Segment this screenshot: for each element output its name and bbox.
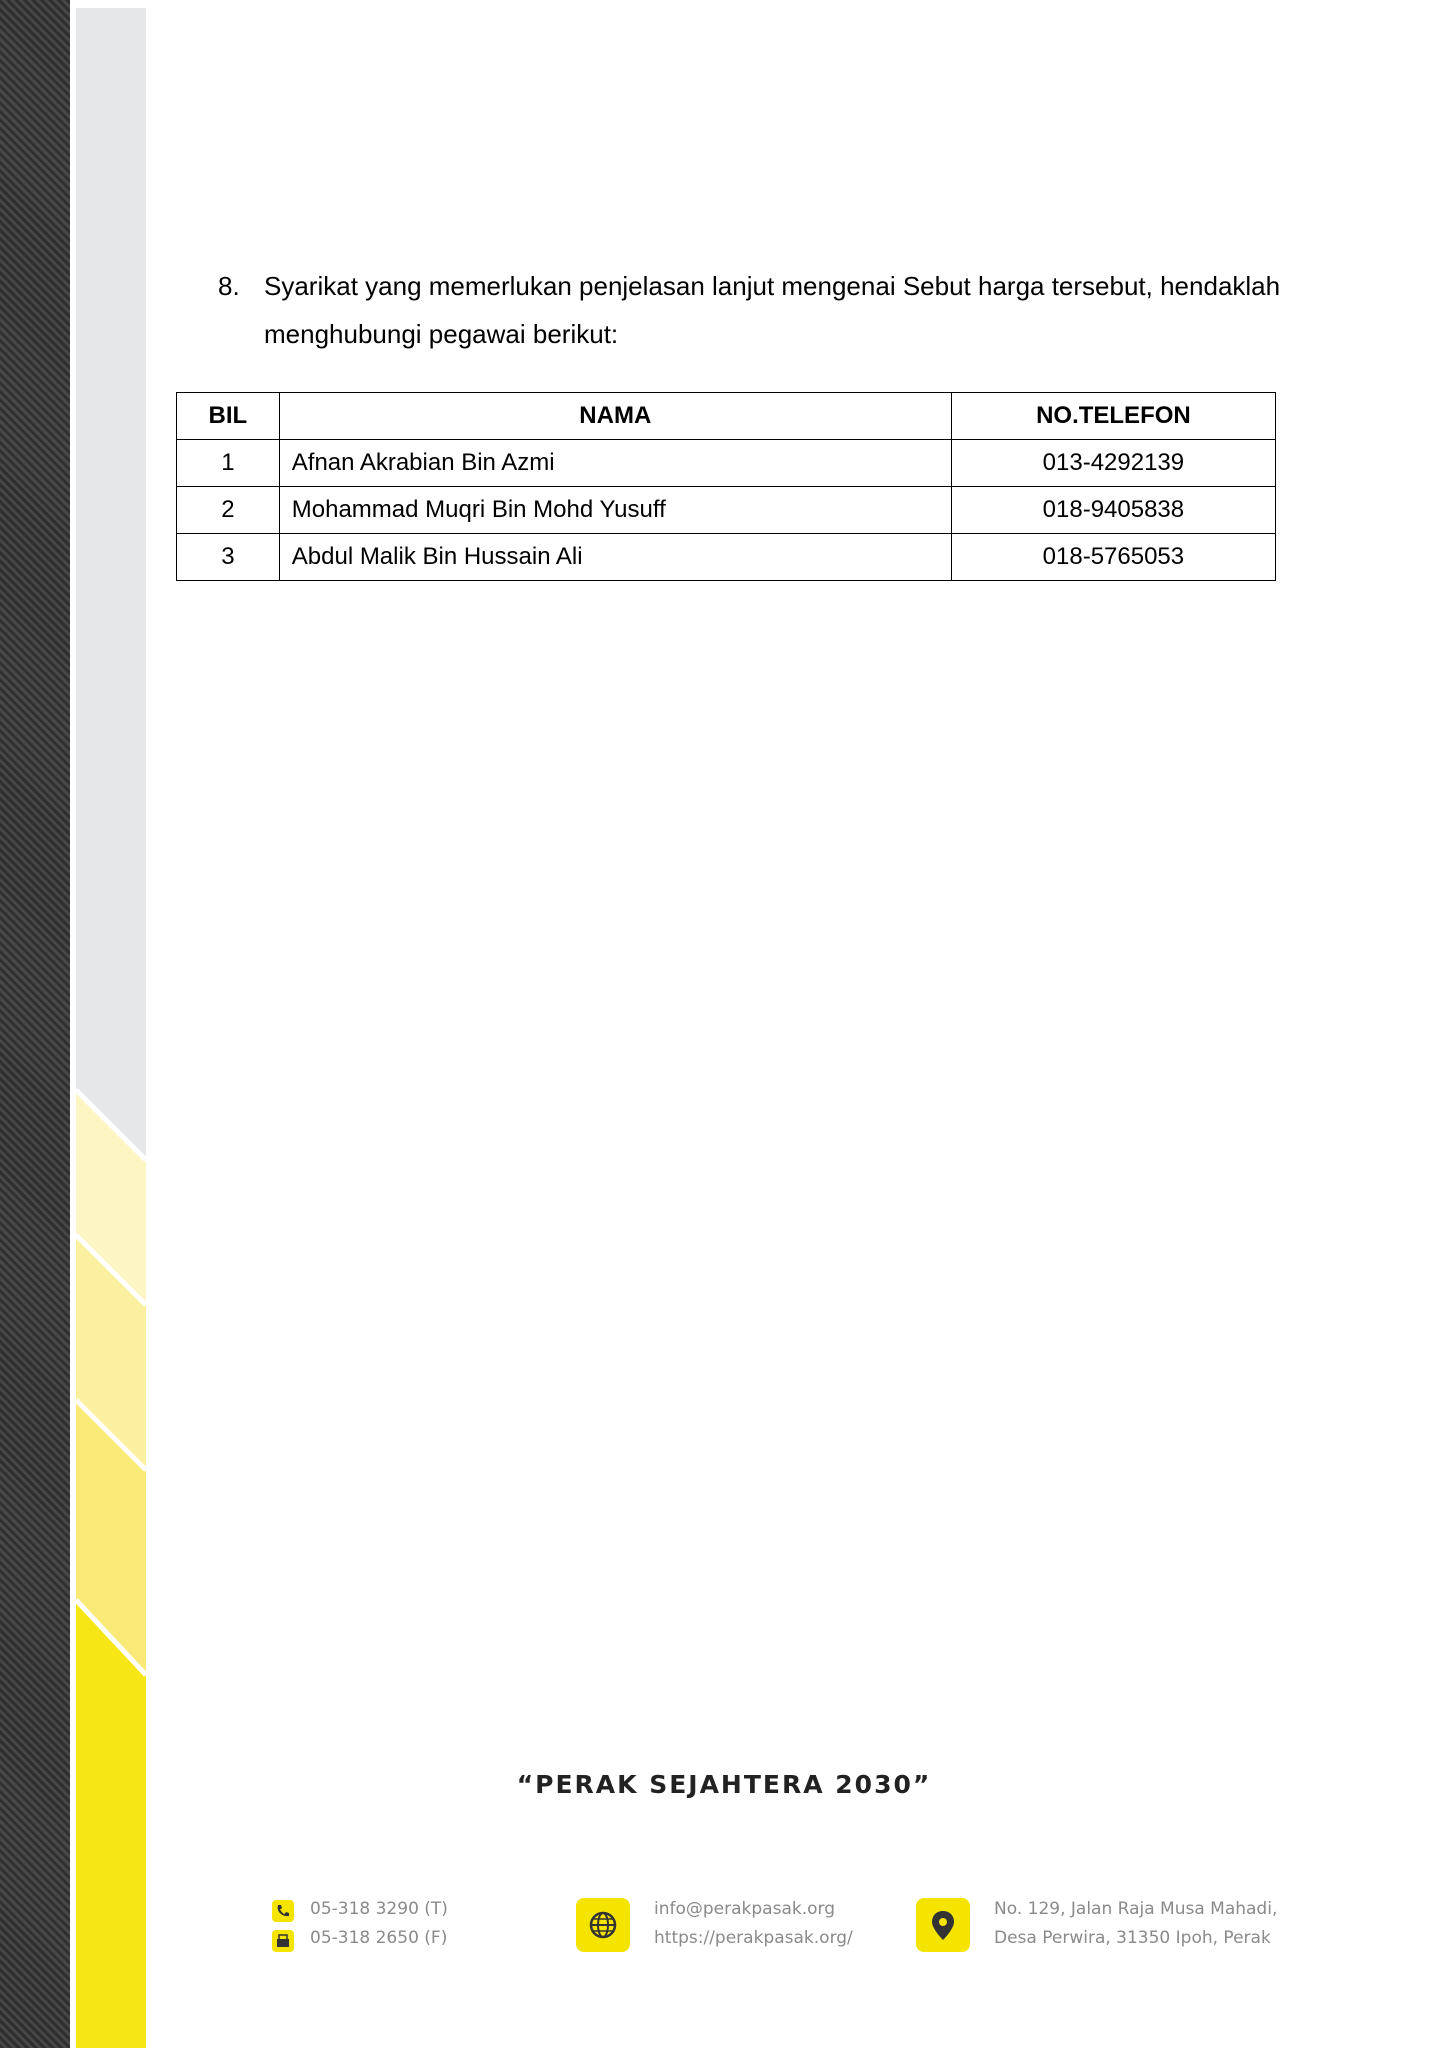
cell-nama: Afnan Akrabian Bin Azmi (279, 440, 951, 487)
fax-icon (272, 1930, 294, 1952)
footer-fax: 05-318 2650 (F) (310, 1928, 448, 1948)
table-row (177, 440, 1276, 487)
footer-contacts (0, 1890, 1448, 1970)
footer-website: https://perakpasak.org/ (654, 1928, 853, 1948)
contact-table (176, 392, 1276, 581)
phone-icon (272, 1900, 294, 1922)
cell-nama: Abdul Malik Bin Hussain Ali (279, 534, 951, 581)
footer-address-line2: Desa Perwira, 31350 Ipoh, Perak (994, 1928, 1271, 1948)
cell-bil: 1 (177, 440, 280, 487)
paragraph-number: 8. (218, 271, 240, 301)
cell-telefon: 018-5765053 (951, 534, 1275, 581)
header-bil: BIL (177, 393, 280, 440)
footer-slogan: “PERAK SEJAHTERA 2030” (516, 1770, 932, 1799)
cell-nama: Mohammad Muqri Bin Mohd Yusuff (279, 487, 951, 534)
paragraph-text: Syarikat yang memerlukan penjelasan lanjut mengenai Sebut harga tersebut, hendaklah menghubungi pegawai berikut: (264, 271, 1281, 349)
footer-address-line1: No. 129, Jalan Raja Musa Mahadi, (994, 1899, 1278, 1919)
table-row (177, 487, 1276, 534)
header-nama: NAMA (279, 393, 951, 440)
footer-email: info@perakpasak.org (654, 1899, 835, 1919)
sidebar-dark-stripe (0, 0, 70, 2048)
globe-icon (576, 1898, 630, 1952)
table-header-row (177, 393, 1276, 440)
header-telefon: NO.TELEFON (951, 393, 1275, 440)
cell-bil: 3 (177, 534, 280, 581)
cell-bil: 2 (177, 487, 280, 534)
location-pin-icon (916, 1898, 970, 1952)
table-row (177, 534, 1276, 581)
sidebar-yellow-chevrons (76, 0, 146, 2048)
cell-telefon: 018-9405838 (951, 487, 1275, 534)
numbered-paragraph (218, 262, 1338, 358)
footer-phone: 05-318 3290 (T) (310, 1899, 448, 1919)
cell-telefon: 013-4292139 (951, 440, 1275, 487)
